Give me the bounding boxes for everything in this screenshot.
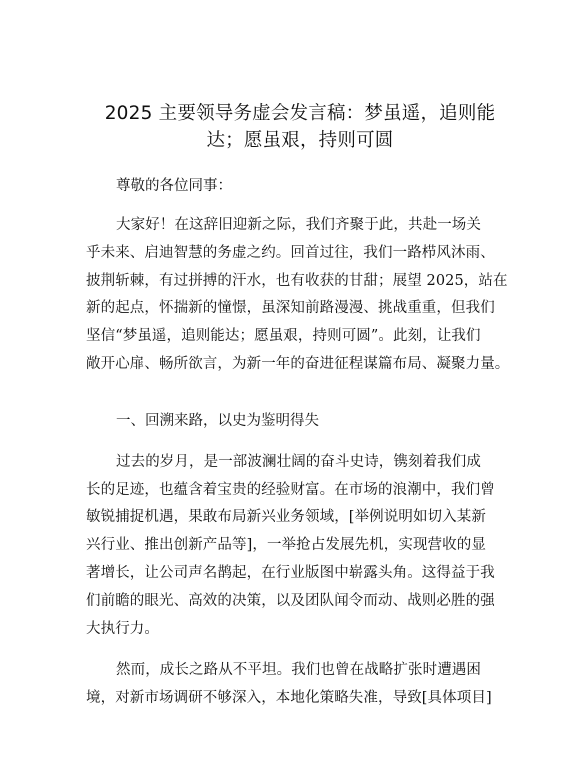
paragraph-line: 境，对新市场调研不够深入，本地化策略失准，导致[具体项目] <box>86 690 492 707</box>
paragraph-line: 著增长，让公司声名鹊起，在行业版图中崭露头角。这得益于我 <box>86 564 495 581</box>
paragraph-line: 们前瞻的眼光、高效的决策，以及团队闻令而动、战则必胜的强 <box>86 592 495 609</box>
salutation: 尊敬的各位同事： <box>116 178 232 194</box>
paragraph-line: 乎未来、启迪智慧的务虚之约。回首过往，我们一路栉风沐雨、 <box>86 244 495 261</box>
section-paragraph <box>86 657 514 713</box>
section-paragraph <box>86 449 514 644</box>
paragraph-line: 披荆斩棘，有过拼搏的汗水，也有收获的甘甜；展望 2025，站在 <box>86 272 508 289</box>
title-line: 2025 主要领导务虚会发言稿：梦虽遥，追则能 <box>104 103 496 124</box>
paragraph-line: 敏锐捕捉机遇，果敢布局新兴业务领域，[举例说明如切入某新 <box>86 509 486 526</box>
paragraph-line: 长的足迹，也蕴含着宝贵的经验财富。在市场的浪潮中，我们曾 <box>86 481 495 498</box>
paragraph-line: 坚信“梦虽遥，追则能达；愿虽艰，持则可圆”。此刻，让我们 <box>86 328 481 345</box>
document-title <box>86 100 514 154</box>
paragraph-line: 大家好！在这辞旧迎新之际，我们齐聚于此，共赴一场关 <box>116 217 481 233</box>
paragraph-line: 然而，成长之路从不平坦。我们也曾在战略扩张时遭遇困 <box>116 662 481 679</box>
paragraph-line: 新的起点，怀揣新的憧憬，虽深知前路漫漫、挑战重重，但我们 <box>86 300 495 317</box>
section-heading: 一、回溯来路，以史为鉴明得失 <box>116 412 319 429</box>
paragraph-line: 兴行业、推出创新产品等]，一举抢占发展先机，实现营收的显 <box>86 537 486 554</box>
opening-paragraph <box>86 212 514 379</box>
paragraph-line: 过去的岁月，是一部波澜壮阔的奋斗史诗，镌刻着我们成 <box>116 453 481 470</box>
paragraph-line: 敞开心扉、畅所欲言，为新一年的奋进征程谋篇布局、凝聚力量。 <box>86 355 510 372</box>
title-line: 达；愿虽艰，持则可圆 <box>206 130 394 151</box>
paragraph-line: 大执行力。 <box>86 620 159 637</box>
